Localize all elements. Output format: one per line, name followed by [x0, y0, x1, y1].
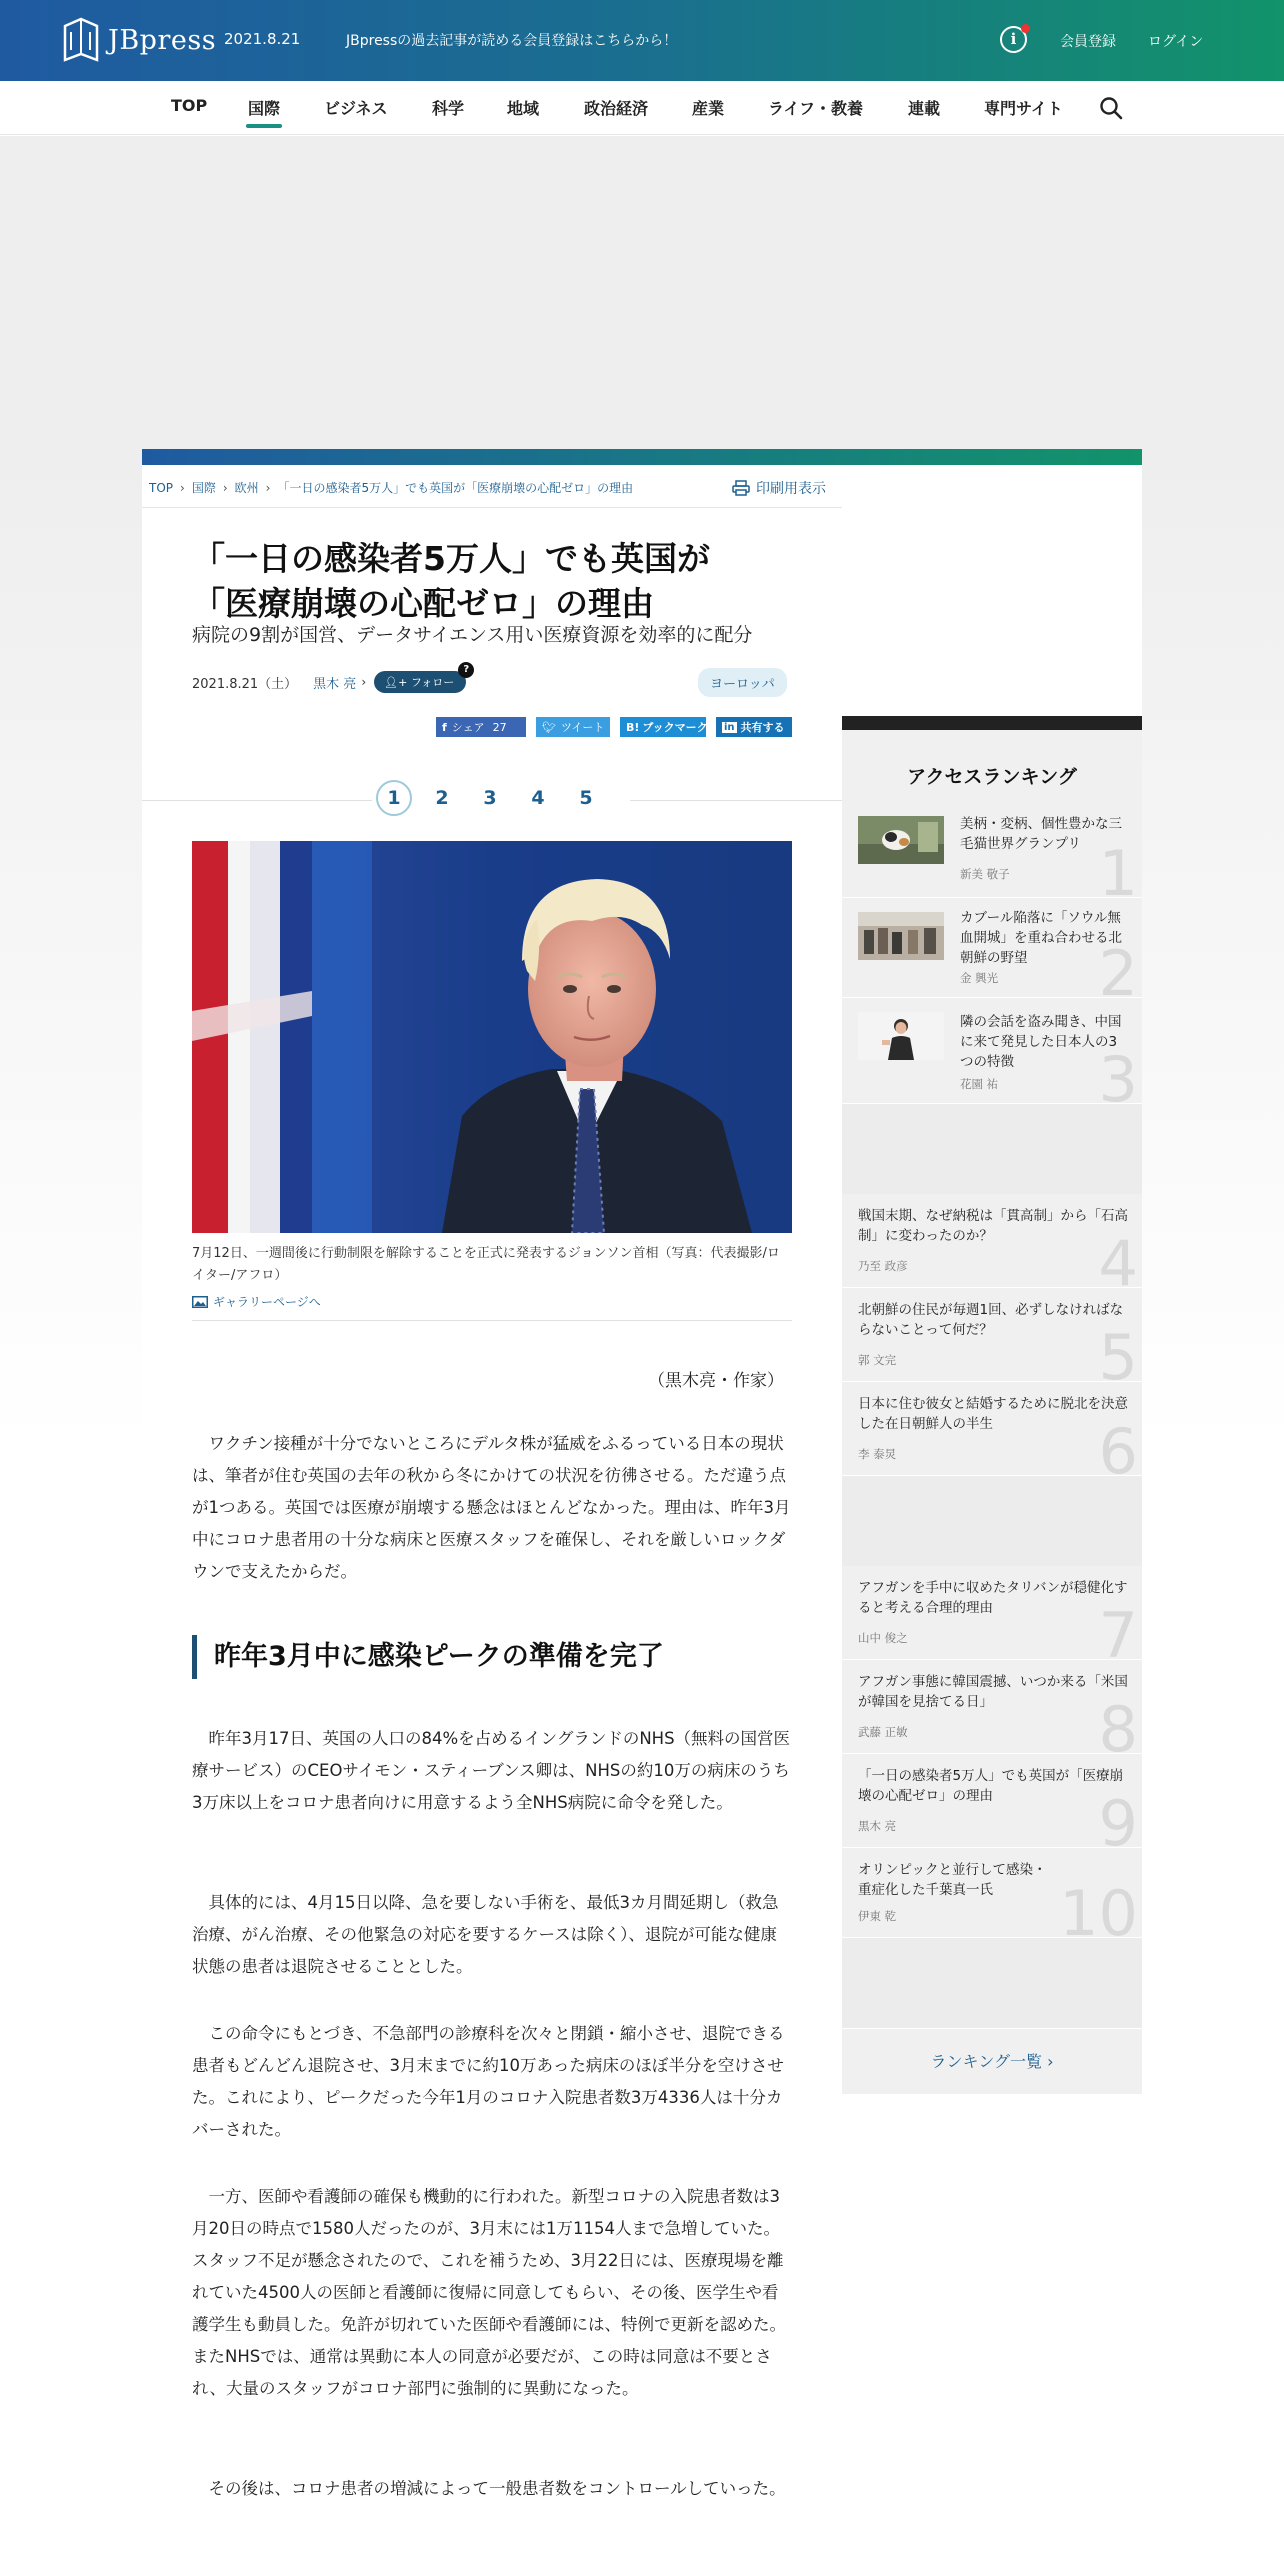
breadcrumb-top[interactable]: TOP	[149, 481, 174, 495]
ranking-ad-gap	[842, 1476, 1142, 1566]
nav-science[interactable]: 科学	[432, 99, 465, 118]
rank-number: 4	[1098, 1227, 1138, 1288]
breadcrumb-europe[interactable]: 欧州	[234, 481, 259, 495]
login-link[interactable]: ログイン	[1148, 34, 1204, 50]
add-user-icon: 👤︎+	[384, 676, 411, 689]
gallery-link[interactable]: ギャラリーページへ	[192, 1293, 321, 1310]
ranking-item-1[interactable]: 美柄・変柄、個性豊かな三毛猫世界グランプリ 新美 敬子 1	[842, 802, 1142, 898]
ranking-item-9[interactable]: 「一日の感染者5万人」でも英国が「医療崩壊の心配ゼロ」の理由 黒木 亮 9	[842, 1754, 1142, 1848]
ranking-item-5[interactable]: 北朝鮮の住民が毎週1回、必ずしなければならないことって何だ？ 郭 文完 5	[842, 1288, 1142, 1382]
print-view-link[interactable]: 印刷用表示	[732, 478, 826, 498]
rank-number: 7	[1098, 1599, 1138, 1660]
facebook-share-button[interactable]: f シェア 27	[436, 717, 526, 737]
nav-business[interactable]: ビジネス	[324, 99, 388, 118]
rank-number: 5	[1098, 1321, 1138, 1382]
publish-date: 2021.8.21（土）	[192, 676, 298, 692]
page-5[interactable]: 5	[579, 787, 593, 809]
paragraph: 昨年3月17日、英国の人口の84%を占めるイングランドのNHS（無料の国営医療サービス）のCEOサイモン・スティーブンス卿は、NHSの約10万の病床のうち3万床以上をコロナ患者向けに用意するよう全NHS病院に命令を発した。	[192, 1729, 791, 1812]
rank-number: 6	[1098, 1415, 1138, 1476]
paragraph: ワクチン接種が十分でないところにデルタ株が猛威をふるっている日本の現状は、筆者が住む英国の去年の秋から冬にかけての状況を彷彿させる。ただ違う点が1つある。英国では医療が崩壊する懸念はほとんどなかった。理由は、昨年3月中にコロナ患者用の十分な病床と医療スタッフを確保し、それを厳しいロックダウンで支えたからだ。	[192, 1434, 791, 1581]
twitter-icon: 🐦︎	[542, 720, 556, 734]
logo-book-icon	[62, 16, 100, 64]
ad-area	[0, 136, 1284, 446]
byline: （黒木亮・作家）	[648, 1371, 784, 1391]
site-header	[0, 0, 1284, 81]
register-link[interactable]: 会員登録	[1060, 34, 1116, 50]
facebook-icon: f	[442, 720, 447, 734]
ranking-item-7[interactable]: アフガンを手中に収めたタリバンが穏健化すると考える合理的理由 山中 俊之 7	[842, 1566, 1142, 1660]
page-3[interactable]: 3	[483, 787, 497, 809]
hatena-bookmark-button[interactable]: B! ブックマーク	[620, 717, 706, 737]
main-nav	[0, 81, 1284, 135]
ranking-item-8[interactable]: アフガン事態に韓国震撼、いつか来る「米国が韓国を見捨てる日」 武藤 正敏 8	[842, 1660, 1142, 1754]
article-title: 「一日の感染者5万人」でも英国が 「医療崩壊の心配ゼロ」の理由	[192, 539, 710, 623]
article-photo[interactable]	[192, 841, 792, 1233]
divider	[142, 507, 842, 508]
region-tag[interactable]: ヨーロッパ	[698, 668, 787, 697]
article-meta	[192, 664, 470, 693]
member-promo-link[interactable]: JBpressの過去記事が読める会員登録はこちらから！	[346, 33, 678, 49]
paragraph: 一方、医師や看護師の確保も機動的に行われた。新型コロナの入院患者数は3月20日の時点で1580人だったのが、3月末には1万1154人まで急増していた。スタッフ不足が懸念されたので、これを補うため、3月22日には、医療現場を離れていた4500人の医師と看護師に復帰に同意してもらい、その後、医学生や看護学生も動員した。免許が切れていた医師や看護師には、特例で更新を認めた。またNHSでは、通常は異動に本人の同意が必要だが、この時は同意は不要とされ、大量のスタッフがコロナ部門に強制的に異動になった。	[192, 2187, 786, 2398]
ranking-header-bar	[842, 716, 1142, 730]
rank-number: 10	[1059, 1877, 1138, 1938]
ranking-thumbnail	[858, 912, 944, 960]
nav-top[interactable]: TOP	[171, 96, 208, 115]
rank-number: 8	[1098, 1693, 1138, 1754]
linkedin-share-button[interactable]: in 共有する	[716, 717, 792, 737]
info-icon[interactable]: i	[1000, 26, 1027, 53]
paragraph: この命令にもとづき、不急部門の診療科を次々と閉鎖・縮小させ、退院できる患者もどんどん退院させ、3月末までに約10万あった病床のほぼ半分を空けさせた。これにより、ピークだった今年1月のコロナ入院患者数3万4336人は十分カバーされた。	[192, 2024, 785, 2139]
follow-button[interactable]: 👤︎+ フォロー ?	[374, 671, 466, 693]
rank-number: 1	[1098, 837, 1138, 898]
ranking-item-10[interactable]: オリンピックと並行して感染・重症化した千葉真一氏 伊東 乾 10	[842, 1848, 1142, 1938]
ranking-title: アクセスランキング	[907, 766, 1077, 788]
photo-caption: 7月12日、一週間後に行動制限を解除することを正式に発表するジョンソン首相（写真：代表撮影/ロイター/アフロ）	[192, 1246, 780, 1283]
pagination	[376, 780, 616, 816]
breadcrumb: TOP › 国際 › 欧州 › 「一日の感染者5万人」でも英国が「医療崩壊の心配ゼロ」の理由	[149, 481, 634, 495]
page-1[interactable]: 1	[376, 780, 412, 816]
nav-region[interactable]: 地域	[507, 99, 540, 118]
nav-industry[interactable]: 産業	[692, 99, 725, 118]
author-link[interactable]: 黒木 亮	[313, 676, 357, 692]
rank-number: 9	[1098, 1787, 1138, 1848]
page-2[interactable]: 2	[435, 787, 449, 809]
nav-politics-economy[interactable]: 政治経済	[584, 99, 649, 118]
article-subtitle: 病院の9割が国営、データサイエンス用い医療資源を効率的に配分	[192, 624, 753, 646]
breadcrumb-current[interactable]: 「一日の感染者5万人」でも英国が「医療崩壊の心配ゼロ」の理由	[277, 481, 634, 495]
linkedin-icon: in	[724, 721, 735, 733]
ranking-thumbnail	[858, 1012, 944, 1060]
ranking-item-6[interactable]: 日本に住む彼女と結婚するために脱北を決意した在日朝鮮人の半生 李 泰炅 6	[842, 1382, 1142, 1476]
search-icon[interactable]	[1098, 95, 1124, 121]
jbpress-logo[interactable]	[62, 16, 216, 64]
help-icon[interactable]: ?	[458, 662, 474, 678]
nav-international[interactable]: 国際	[248, 96, 280, 119]
rank-number: 3	[1098, 1043, 1138, 1104]
printer-icon	[732, 480, 750, 496]
ranking-list-link[interactable]: ランキング一覧 ›	[842, 2028, 1142, 2094]
twitter-share-button[interactable]: 🐦︎ ツイート	[536, 717, 610, 737]
ranking-item-4[interactable]: 戦国末期、なぜ納税は「貫高制」から「石高制」に変わったのか？ 乃至 政彦 4	[842, 1194, 1142, 1288]
image-icon	[192, 1296, 208, 1308]
divider	[192, 1320, 792, 1321]
notification-dot	[1021, 24, 1030, 33]
hatena-icon: B!	[626, 720, 640, 734]
divider	[630, 800, 842, 801]
paragraph: 具体的には、4月15日以降、急を要しない手術を、最低3カ月間延期し（救急治療、がん治療、その他緊急の対応を要するケースは除く）、退院が可能な健康状態の患者は退院させることとした。	[192, 1893, 779, 1976]
nav-life-culture[interactable]: ライフ・教養	[768, 99, 864, 118]
article-photo-illustration	[192, 841, 792, 1233]
ranking-item-3[interactable]: 隣の会話を盗み聞き、中国に来て発見した日本人の3つの特徴 花園 祐 3	[842, 998, 1142, 1104]
ranking-item-2[interactable]: カブール陥落に「ソウル無血開城」を重ね合わせる北朝鮮の野望 金 興光 2	[842, 898, 1142, 998]
divider	[142, 800, 372, 801]
content-top-stripe	[142, 449, 1142, 465]
ranking-ad-gap	[842, 1938, 1142, 2028]
logo-text: JBpress	[108, 24, 217, 56]
ranking-ad-gap	[842, 1104, 1142, 1194]
nav-series[interactable]: 連載	[908, 99, 941, 118]
page-4[interactable]: 4	[531, 787, 545, 809]
breadcrumb-international[interactable]: 国際	[191, 481, 216, 495]
paragraph: その後は、コロナ患者の増減によって一般患者数をコントロールしていった。	[208, 2479, 786, 2498]
rank-number: 2	[1098, 937, 1138, 998]
section-heading: 昨年3月中に感染ピークの準備を完了	[192, 1635, 792, 1679]
nav-specialty-sites[interactable]: 専門サイト	[984, 99, 1063, 118]
ranking-thumbnail	[858, 816, 944, 864]
header-date: 2021.8.21	[224, 30, 301, 48]
chevron-right-icon: ›	[361, 675, 367, 689]
share-buttons	[436, 717, 792, 737]
